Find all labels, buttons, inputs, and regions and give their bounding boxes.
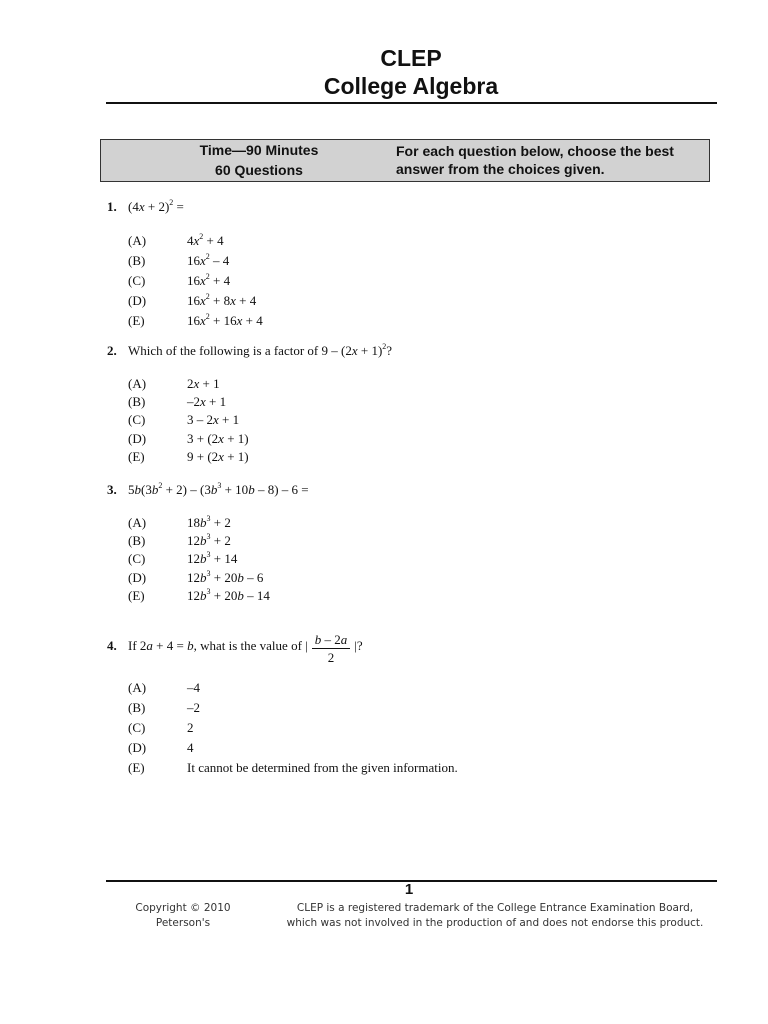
choice-text: 4 xyxy=(187,740,194,755)
choice-text: 9 + (2x + 1) xyxy=(187,448,249,464)
choice-d[interactable]: (D) 3 + (2x + 1) xyxy=(128,430,249,446)
question-1 xyxy=(107,197,707,331)
choice-text: It cannot be determined from the given information. xyxy=(187,760,458,775)
answer-choices xyxy=(107,231,707,331)
choice-text: 2x + 1 xyxy=(187,376,220,391)
question-3 xyxy=(107,480,707,605)
choice-text: $12b^3 + 20b - 14$ xyxy=(187,586,270,603)
time-limit: Time—90 Minutes xyxy=(199,142,319,158)
copyright-notice: Copyright © 2010 Peterson's xyxy=(135,902,231,929)
choice-a[interactable]: (A) 2x + 1 xyxy=(128,376,220,391)
choice-text: –4 xyxy=(187,680,200,695)
title-line-1: CLEP xyxy=(380,45,442,71)
title-divider xyxy=(106,102,717,104)
question-count: 60 Questions xyxy=(215,162,303,178)
question-stem xyxy=(107,197,707,217)
title-line-2: College Algebra xyxy=(323,73,499,99)
choice-d[interactable]: (D) $12b^3 + 20b - 6$ xyxy=(128,568,264,585)
choice-text: $16x^2 + 8x + 4$ xyxy=(187,292,257,308)
question-text: Which of the following is a factor of $9 - (2x + 1)^2$? xyxy=(128,342,393,358)
choice-b[interactable]: (B) –2x + 1 xyxy=(128,394,227,410)
choice-text: $4x^2 + 4$ xyxy=(187,232,224,248)
choice-e[interactable]: (E) 9 + (2x + 1) xyxy=(128,448,249,464)
choice-text: 2 xyxy=(187,720,194,735)
choice-text: $16x^2 + 4$ xyxy=(187,272,231,288)
question-number: 1. xyxy=(107,199,117,214)
choice-e[interactable]: (E) $16x^2 + 16x + 4$ xyxy=(107,311,707,331)
choice-a[interactable]: (A) $18b^3 + 2$ xyxy=(128,514,231,530)
choice-b[interactable]: (B) $16x^2 - 4$ xyxy=(107,251,707,271)
question-stem xyxy=(107,341,707,361)
trademark-notice: CLEP is a registered trademark of the College Entrance Examination Board, which was not involved in the production of and does not endorse this product. xyxy=(286,902,704,929)
choice-c[interactable]: (C) $12b^3 + 14$ xyxy=(128,550,238,567)
question-text: $(4x + 2)^2$ = xyxy=(128,198,184,214)
test-info xyxy=(159,140,359,180)
choice-text: $16x^2 + 16x + 4$ xyxy=(187,312,263,328)
choice-text: $18b^3 + 2$ xyxy=(187,514,231,530)
choice-a[interactable]: (A) $4x^2 + 4$ xyxy=(107,231,707,251)
question-2 xyxy=(107,341,707,466)
choice-text: $12b^3 + 20b - 6$ xyxy=(187,568,264,585)
choice-text: 3 + (2x + 1) xyxy=(187,430,249,446)
choice-e[interactable]: (E) $12b^3 + 20b - 14$ xyxy=(128,586,270,603)
answer-choices xyxy=(107,375,707,466)
choice-b[interactable]: (B) –2 xyxy=(107,698,707,718)
answer-choices xyxy=(107,514,707,605)
choice-text: –2x + 1 xyxy=(187,394,227,410)
choice-b[interactable]: (B) $12b^3 + 2$ xyxy=(128,532,231,549)
choice-text: –2 xyxy=(187,700,200,715)
page-title xyxy=(0,44,768,100)
choice-c[interactable]: (C) 2 xyxy=(107,718,707,738)
instructions-banner xyxy=(100,139,710,182)
choice-e[interactable]: (E) It cannot be determined from the given information. xyxy=(107,758,707,778)
instructions-text: For each question below, choose the best answer from the choices given. xyxy=(396,143,674,177)
choice-d[interactable]: (D) 4 xyxy=(107,738,707,758)
question-text: $5b(3b^2 + 2) - (3b^3 + 10b - 8) - 6$ = xyxy=(128,481,309,497)
choice-c[interactable]: (C) 3 – 2x + 1 xyxy=(128,412,240,428)
question-stem xyxy=(107,480,707,500)
question-number: 3. xyxy=(107,482,117,497)
question-number: 2. xyxy=(107,343,117,358)
choice-d[interactable]: (D) $16x^2 + 8x + 4$ xyxy=(107,291,707,311)
question-text: If 2a + 4 = b, what is the value of | $\frac{b - 2a}{2}$ |? xyxy=(128,631,363,665)
answer-choices xyxy=(107,678,707,778)
page-number: 1 xyxy=(404,881,414,898)
fraction: $\frac{b - 2a}{2}$ xyxy=(312,631,351,666)
question-4 xyxy=(107,628,707,778)
choice-a[interactable]: (A) –4 xyxy=(107,678,707,698)
question-stem xyxy=(107,628,707,664)
choice-c[interactable]: (C) $16x^2 + 4$ xyxy=(107,271,707,291)
choice-text: $12b^3 + 14$ xyxy=(187,550,238,567)
choice-text: $12b^3 + 2$ xyxy=(187,532,231,549)
question-number: 4. xyxy=(107,638,117,653)
choice-text: 3 – 2x + 1 xyxy=(187,412,240,428)
choice-text: $16x^2 - 4$ xyxy=(187,252,230,268)
